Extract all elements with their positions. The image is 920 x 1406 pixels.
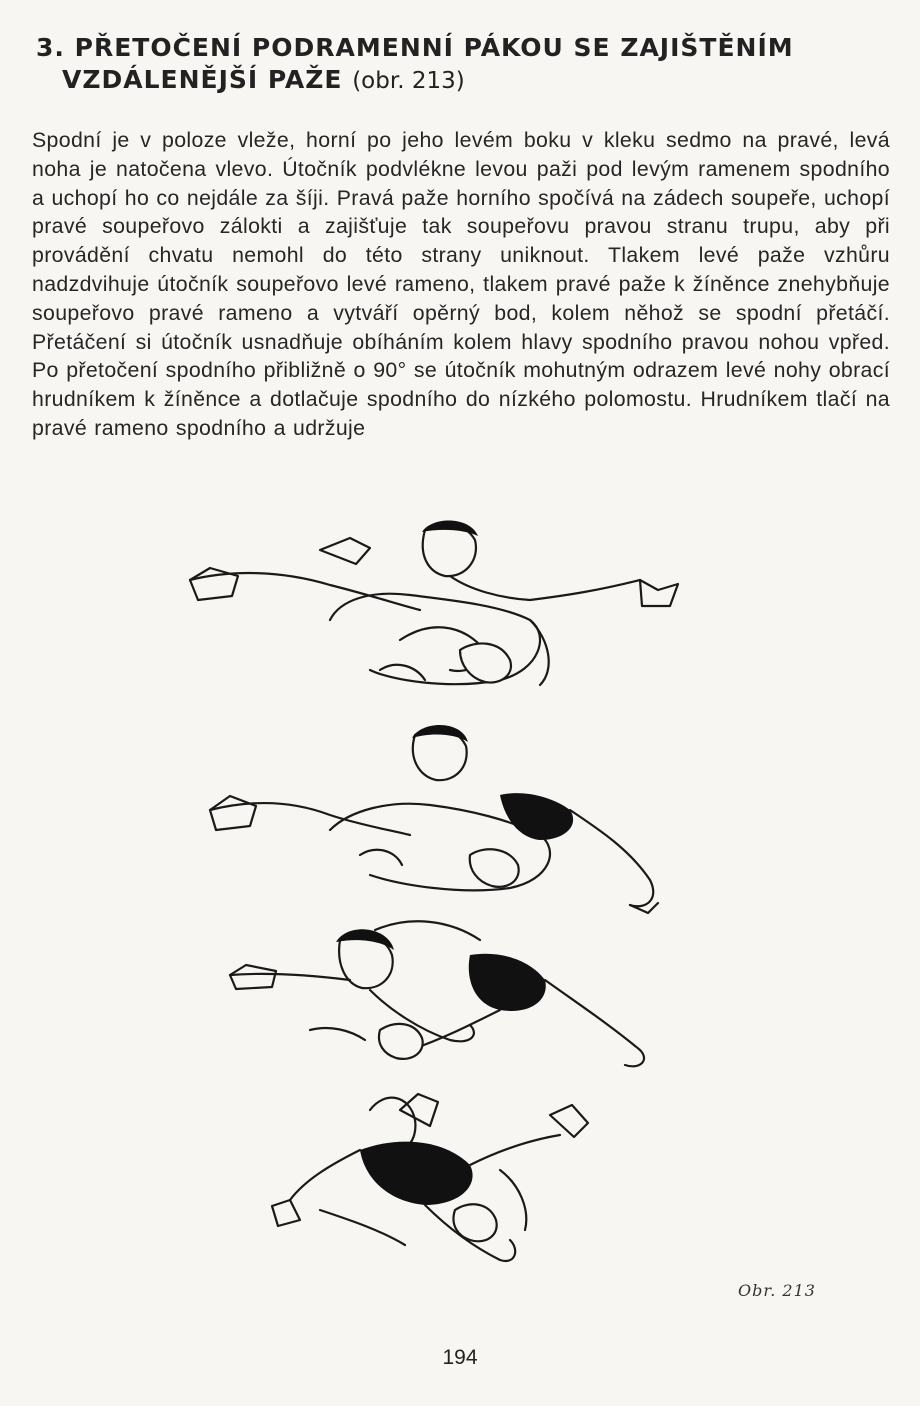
figure-reference: (obr. 213) — [352, 68, 465, 94]
wrestling-sequence-drawing — [170, 510, 750, 1290]
wrestling-illustration — [170, 510, 750, 1290]
page-number: 194 — [442, 1346, 478, 1369]
figure-frame-4 — [272, 1094, 588, 1261]
figure-caption: Obr. 213 — [738, 1281, 816, 1300]
section-heading — [36, 32, 856, 97]
figure-frame-3 — [230, 921, 644, 1066]
section-title-line2: VZDÁLENĚJŠÍ PAŽE — [62, 65, 343, 94]
figure-frame-1 — [190, 520, 678, 685]
body-paragraph: Spodní je v poloze vleže, horní po jeho levém boku v kleku sedmo na pravé, levá noha je natočena vlevo. Útočník podvlékne levou paži pod levým ramenem spodního a uchopí ho co nejdále za šíji. Pravá paže horního spočívá na zádech soupeře, uchopí pravé soupeřovo zálokti a zajišťuje tak soupeřovu pravou stranu trupu, aby při provádění chvatu nemohl do této strany uniknout. Tlakem levé paže vzhůru nadzdvihuje útočník soupeřovo levé rameno, tlakem pravé paže k žíněnce znehybňuje soupeřovo pravé rameno a vytváří opěrný bod, kolem něhož se spodní přetáčí. Přetáčení si útočník usnadňuje obíháním kolem hlavy spodního pravou nohou vpřed. Po přetočení spodního přibližně o 90° se útočník mohutným odrazem levé nohy obrací hrudníkem k žíněnce a dotlačuje spodního do nízkého polomostu. Hrudníkem tlačí na pravé rameno spodního a udržuje — [32, 128, 890, 440]
section-number: 3. — [36, 33, 65, 62]
section-title-line1: PŘETOČENÍ PODRAMENNÍ PÁKOU SE ZAJIŠTĚNÍM — [74, 33, 794, 62]
figure-frame-2 — [210, 725, 658, 913]
